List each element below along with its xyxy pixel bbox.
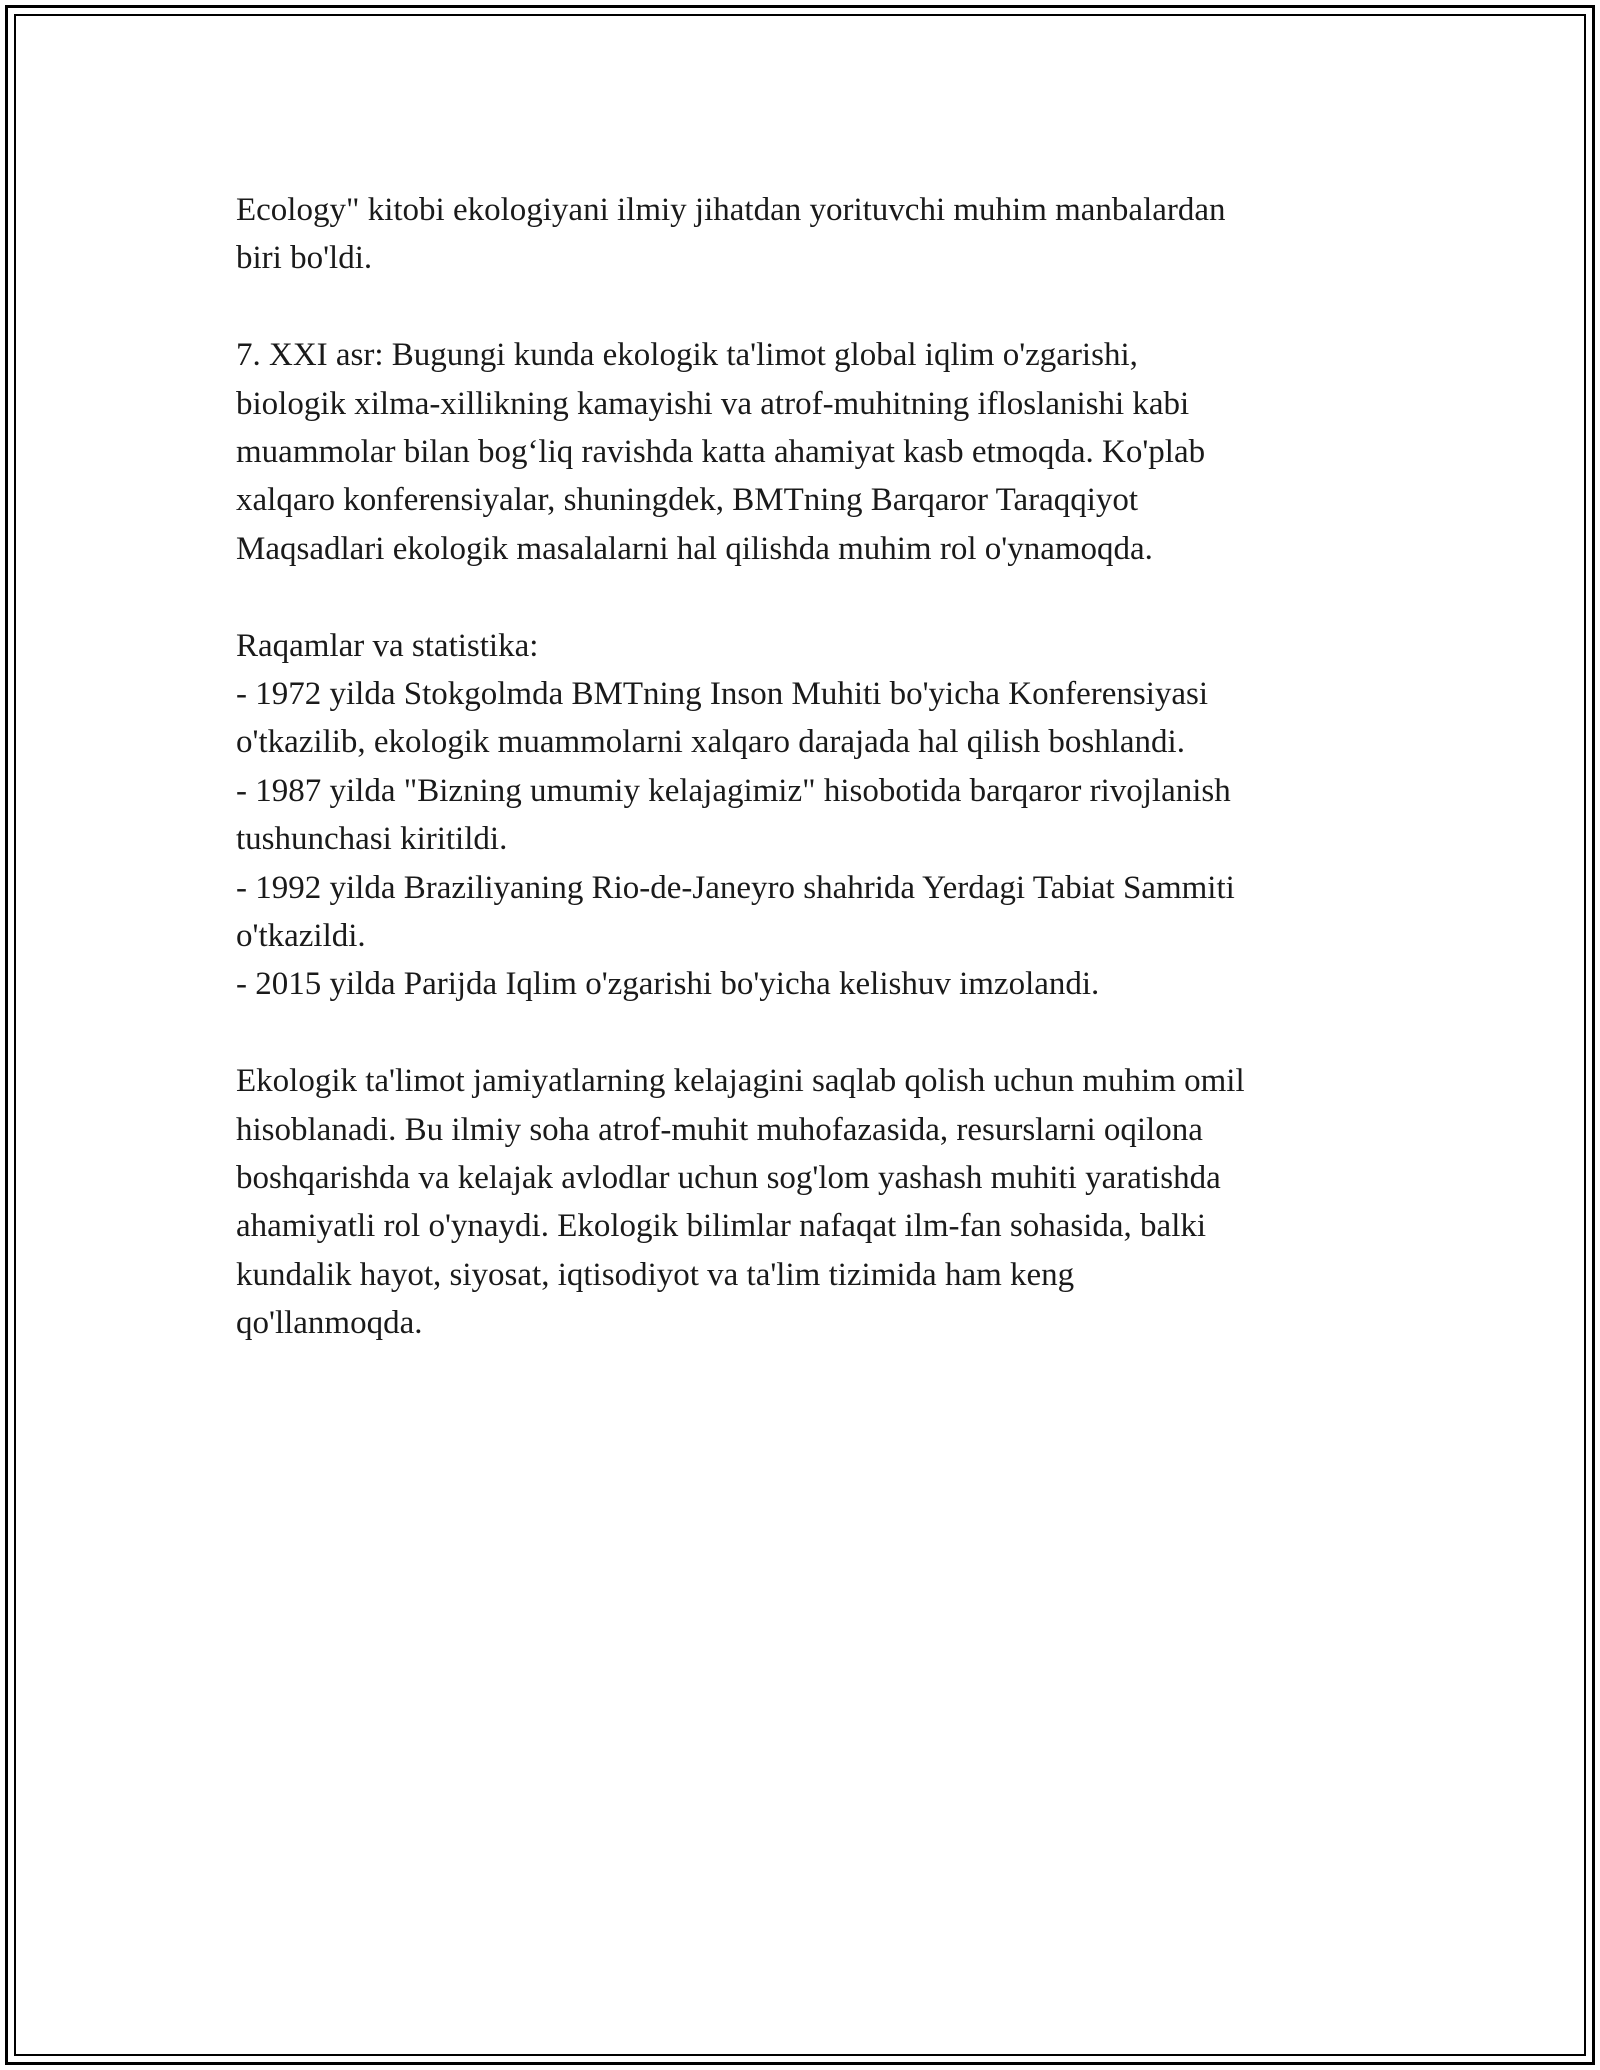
text-line: Ekologik ta'limot jamiyatlarning kelajagini saqlab qolish uchun muhim omil xyxy=(236,1063,1245,1100)
statistics-line: o'tkazildi. xyxy=(236,918,366,955)
text-line: hisoblanadi. Bu ilmiy soha atrof-muhit muhofazasida, resurslarni oqilona xyxy=(236,1111,1203,1148)
paragraph-gap xyxy=(236,283,1376,331)
text-line: kundalik hayot, siyosat, iqtisodiyot va ta'lim tizimida ham keng xyxy=(236,1256,1075,1293)
section-7-paragraph xyxy=(236,331,1376,573)
statistics-line: o'tkazilib, ekologik muammolarni xalqaro darajada hal qilish boshlandi. xyxy=(236,724,1185,761)
text-line: Maqsadlari ekologik masalalarni hal qilishda muhim rol o'ynamoqda. xyxy=(236,530,1153,567)
statistics-section xyxy=(236,622,1376,1009)
statistics-line: - 2015 yilda Parijda Iqlim o'zgarishi bo'yicha kelishuv imzolandi. xyxy=(236,966,1100,1003)
text-line: 7. XXI asr: Bugungi kunda ekologik ta'limot global iqlim o'zgarishi, xyxy=(236,337,1138,374)
text-line: Ecology" kitobi ekologiyani ilmiy jihatdan yorituvchi muhim manbalardan xyxy=(236,192,1226,228)
text-line: boshqarishda va kelajak avlodlar uchun sog'lom yashash muhiti yaratishda xyxy=(236,1160,1221,1197)
paragraph-gap xyxy=(236,1009,1376,1057)
text-line: ahamiyatli rol o'ynaydi. Ekologik bilimlar nafaqat ilm-fan sohasida, balki xyxy=(236,1208,1207,1245)
document-body xyxy=(236,186,1376,1348)
statistics-heading: Raqamlar va statistika: xyxy=(236,627,539,664)
intro-paragraph xyxy=(236,186,1376,283)
text-line: qo'llanmoqda. xyxy=(236,1305,423,1342)
statistics-line: - 1972 yilda Stokgolmda BMTning Inson Muhiti bo'yicha Konferensiyasi xyxy=(236,676,1209,713)
text-line: biri bo'ldi. xyxy=(236,240,373,277)
statistics-line: tushunchasi kiritildi. xyxy=(236,821,508,858)
text-line: muammolar bilan bog‘liq ravishda katta ahamiyat kasb etmoqda. Ko'plab xyxy=(236,434,1206,471)
statistics-line: - 1992 yilda Braziliyaning Rio-de-Janeyro shahrida Yerdagi Tabiat Sammiti xyxy=(236,869,1235,906)
conclusion-paragraph xyxy=(236,1057,1376,1347)
statistics-line: - 1987 yilda "Bizning umumiy kelajagimiz" hisobotida barqaror rivojlanish xyxy=(236,772,1231,809)
text-line: biologik xilma-xillikning kamayishi va atrof-muhitning ifloslanishi kabi xyxy=(236,385,1190,422)
text-line: xalqaro konferensiyalar, shuningdek, BMTning Barqaror Taraqqiyot xyxy=(236,482,1139,519)
paragraph-gap xyxy=(236,573,1376,621)
